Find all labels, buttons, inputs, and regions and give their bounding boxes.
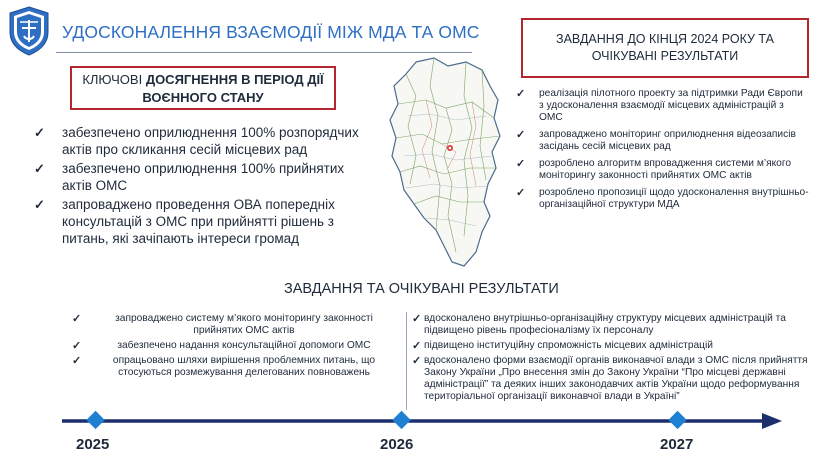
achievements-heading-bold-2: ВОЄННОГО СТАНУ <box>142 90 264 105</box>
timeline-year-2025: 2025 <box>76 436 110 453</box>
timeline-year-2027: 2027 <box>660 436 694 453</box>
timeline-arrowhead <box>762 413 782 429</box>
tasks-2024-heading-line-1: ЗАВДАННЯ ДО КІНЦЯ 2024 РОКУ ТА <box>556 32 774 46</box>
timeline-marker-2025 <box>86 411 104 429</box>
period-2-item: ✓ підвищено інституційну спроможність місцевих адміністрацій <box>412 340 808 352</box>
achievements-list <box>34 124 364 249</box>
period-1-item-text: ✓ запроваджено систему м’якого моніторингу законності прийнятих ОМС актів <box>115 313 373 336</box>
coat-of-arms-logo <box>8 6 50 56</box>
achievement-item: ✓ запроваджено проведення ОВА попередніх консультацій з ОМС при прийнятті рішень з питань, які зачіпають інтереси громад <box>34 196 364 247</box>
period-2-item: ✓ вдосконалено форми взаємодії органів виконавчої влади з ОМС після прийняття Закону України „Про внесення змін до Закону України “Про місцеві державні адміністрації” та деяких інших законодавчих актів України щодо реформування територіальної організації виконавчої влади в Україні” <box>412 355 808 403</box>
tasks-2024-heading-line-2: ОЧІКУВАНІ РЕЗУЛЬТАТИ <box>591 49 739 63</box>
period-1-item <box>72 340 392 352</box>
timeline-marker-2026 <box>392 411 410 429</box>
title-underline <box>56 52 472 53</box>
achievement-item: ✓ забезпечено оприлюднення 100% розпорядчих актів про скликання сесій місцевих рад <box>34 124 364 158</box>
timeline-arrow <box>62 410 782 432</box>
achievements-heading-bold-1: ДОСЯГНЕННЯ В ПЕРІОД ДІЇ <box>145 72 324 87</box>
page-title: УДОСКОНАЛЕННЯ ВЗАЄМОДІЇ МІЖ МДА ТА ОМС <box>62 22 480 42</box>
region-map <box>386 56 504 272</box>
task-2024-item: ✓ розроблено алгоритм впровадження системи м’якого моніторингу законності прийнятих ОМС актів <box>514 158 810 182</box>
period-2026-2027-list <box>412 313 808 406</box>
task-2024-item: ✓ реалізація пілотного проекту за підтримки Ради Європи з удосконалення взаємодії місцевих адміністрацій з ОМС <box>514 88 810 124</box>
period-1-item-text: ✓ забезпечено надання консультаційної допомоги ОМС <box>117 340 371 351</box>
section-title: ЗАВДАННЯ ТА ОЧІКУВАНІ РЕЗУЛЬТАТИ <box>284 281 559 297</box>
period-2025-2026-list <box>72 313 392 382</box>
achievements-heading-box <box>70 66 336 110</box>
achievements-heading-prefix: КЛЮЧОВІ <box>82 72 146 87</box>
tasks-2024-list <box>514 88 810 216</box>
period-divider <box>406 312 407 410</box>
task-2024-item: ✓ запроваджено моніторинг оприлюднення відеозаписів засідань сесій місцевих рад <box>514 129 810 153</box>
period-1-item <box>72 355 392 379</box>
tasks-2024-heading-box <box>521 18 809 78</box>
timeline-year-2026: 2026 <box>380 436 414 453</box>
task-2024-item: ✓ розроблено пропозиції щодо удосконалення внутрішньо-організаційної структури МДА <box>514 187 810 211</box>
period-2-item: ✓ вдосконалено внутрішньо-організаційну структуру місцевих адміністрацій та підвищено рівень професіоналізму їх персоналу <box>412 313 808 337</box>
achievement-item: ✓ забезпечено оприлюднення 100% прийнятих актів ОМС <box>34 160 364 194</box>
period-1-item <box>72 313 392 337</box>
timeline-marker-2027 <box>668 411 686 429</box>
period-1-item-text: ✓ опрацьовано шляхи вирішення проблемних питань, що стосуються розмежування делегованих повноважень <box>112 355 376 378</box>
